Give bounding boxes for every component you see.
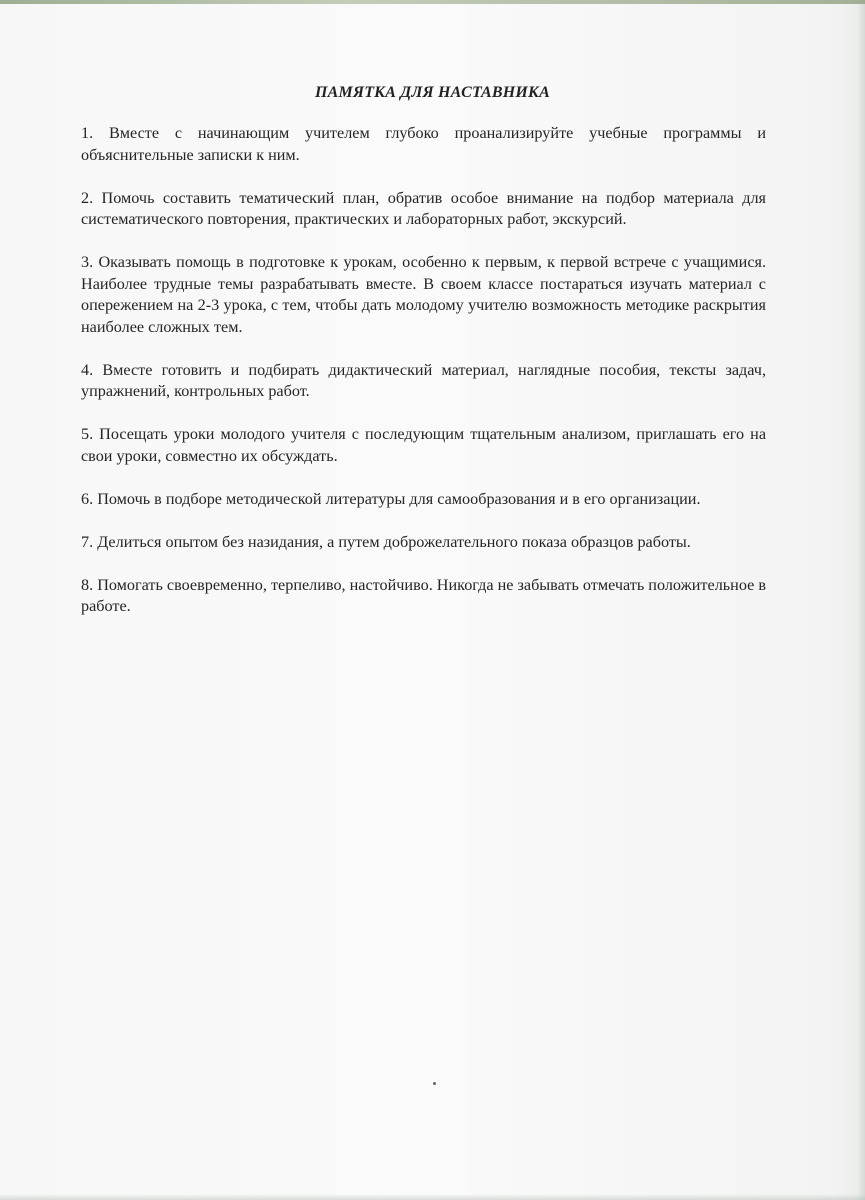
list-item-2: 2. Помочь составить тематический план, обратив особое внимание на подбор материала для систематического повторения, практических и лабораторных работ, экскурсий. xyxy=(81,188,766,228)
list-item-7: 7. Делиться опытом без назидания, а путем доброжелательного показа образцов работы. xyxy=(81,532,691,551)
list-item-6: 6. Помочь в подборе методической литературы для самообразования и в его организации. xyxy=(81,489,701,508)
scan-top-edge xyxy=(0,0,865,4)
list-item-3: 3. Оказывать помощь в подготовке к урокам, особенно к первым, к первой встрече с учащимися. Наиболее трудные темы разрабатывать вместе. В своем классе постараться изучать материал с опережением на 2-3 урока, с тем, чтобы дать молодому учителю возможность методике раскрытия наиболее сложных тем. xyxy=(81,253,766,336)
scan-speck xyxy=(433,1082,436,1085)
scan-right-shadow xyxy=(857,0,865,1200)
list-item-5: 5. Посещать уроки молодого учителя с последующим тщательным анализом, приглашать его на свои уроки, совместно их обсуждать. xyxy=(81,425,766,465)
list-item-4: 4. Вместе готовить и подбирать дидактический материал, наглядные пособия, тексты задач, упражнений, контрольных работ. xyxy=(81,360,766,400)
list-item-8: 8. Помогать своевременно, терпеливо, настойчиво. Никогда не забывать отмечать положительное в работе. xyxy=(81,575,766,615)
document-body xyxy=(81,123,766,639)
list-item-1: 1. Вместе с начинающим учителем глубоко проанализируйте учебные программы и объяснительные записки к ним. xyxy=(81,124,766,164)
scan-bottom-edge xyxy=(0,1194,865,1200)
document-title: ПАМЯТКА ДЛЯ НАСТАВНИКА xyxy=(315,84,550,101)
